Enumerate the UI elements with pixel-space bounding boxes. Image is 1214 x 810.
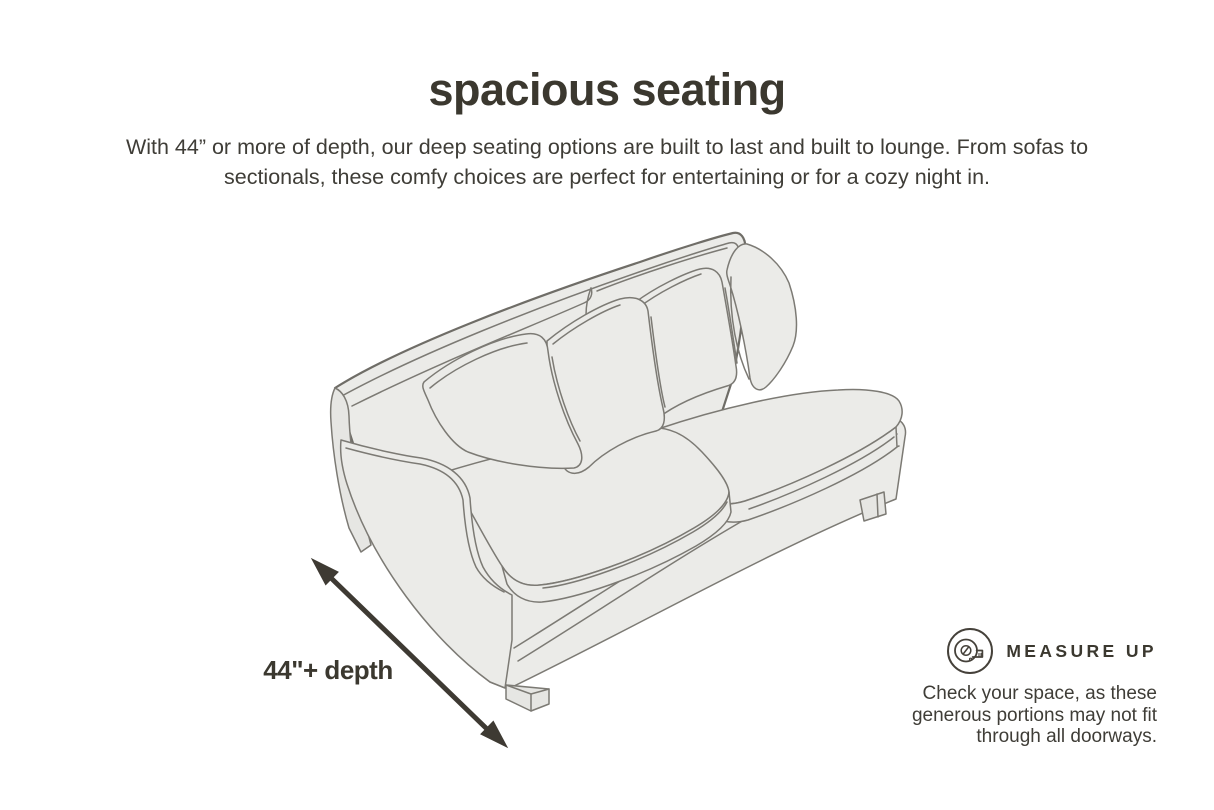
measure-up-note: Check your space, as these generous portions may not fit through all doorways. (911, 683, 1157, 747)
depth-dimension-label: 44"+ depth (263, 655, 393, 685)
tape-measure-icon (946, 627, 994, 675)
sofa-foot-front (506, 685, 549, 711)
measure-up-section (857, 626, 1157, 748)
intro-paragraph: With 44” or more of depth, our deep seating options are built to last and built to lounge. From sofas to sectionals, these comfy choices are perfect for entertaining or for a cozy night in. (125, 135, 1089, 190)
measure-up-header (857, 626, 1157, 676)
measure-up-title: MEASURE UP (1006, 640, 1157, 661)
page-title: spacious seating (428, 64, 786, 115)
